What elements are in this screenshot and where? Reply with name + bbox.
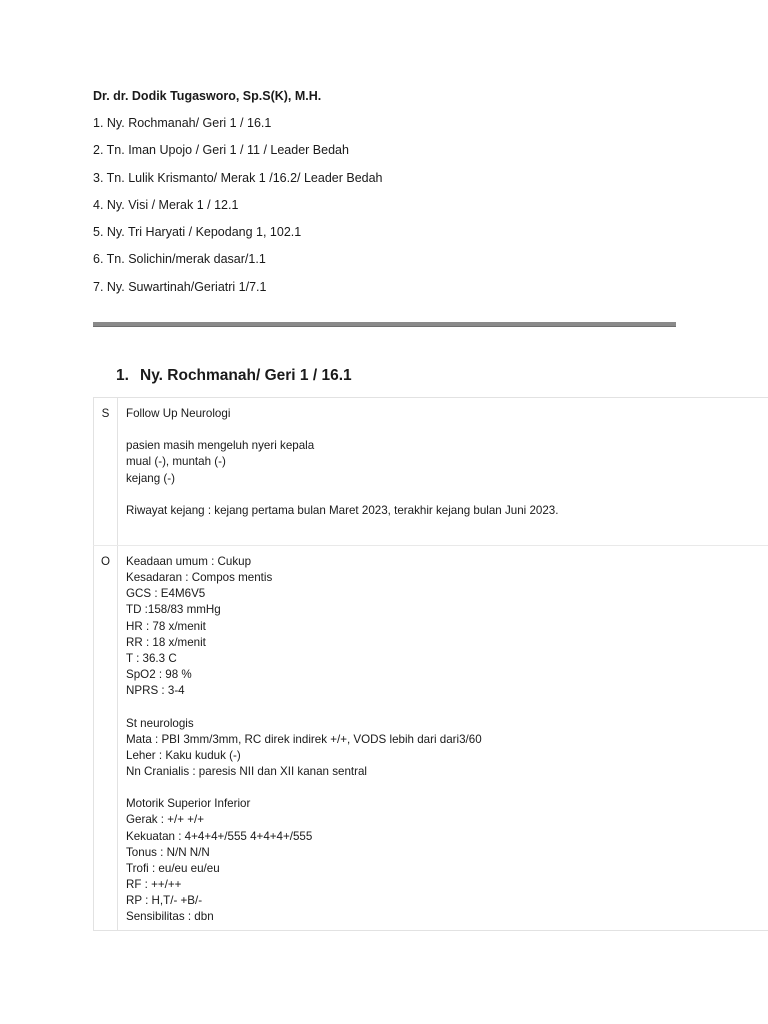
vital-line: T : 36.3 C [126, 651, 177, 665]
patient-list-item: 7. Ny. Suwartinah/Geriatri 1/7.1 [93, 279, 267, 294]
vital-line: Kesadaran : Compos mentis [126, 571, 273, 585]
vital-line: RR : 18 x/menit [126, 635, 206, 649]
line-gap [126, 487, 768, 503]
complaint-line: mual (-), muntah (-) [126, 455, 226, 469]
patient-list-item: 3. Tn. Lulik Krismanto/ Merak 1 /16.2/ Leader Bedah [93, 170, 383, 185]
neuro-line: Leher : Kaku kuduk (-) [126, 748, 241, 762]
subjective-content [118, 398, 768, 546]
motor-line: Kekuatan : 4+4+4+/555 4+4+4+/555 [126, 829, 313, 843]
soap-row-subjective [94, 398, 768, 546]
vital-line: GCS : E4M6V5 [126, 587, 206, 601]
follow-up-text: Follow Up Neurologi [126, 407, 231, 420]
line-gap [126, 422, 768, 438]
vital-line: Keadaan umum : Cukup [126, 555, 252, 568]
doctor-name: Dr. dr. Dodik Tugasworo, Sp.S(K), M.H. [93, 89, 322, 103]
objective-content [118, 546, 768, 931]
horizontal-divider [93, 322, 676, 327]
motor-line: Gerak : +/+ +/+ [126, 813, 204, 827]
section-number: 1. [116, 367, 129, 384]
line-gap [126, 699, 768, 715]
soap-table [93, 397, 768, 931]
section-title [116, 366, 352, 386]
neuro-line: Mata : PBI 3mm/3mm, RC direk indirek +/+, VODS lebih dari dari3/60 [126, 732, 482, 746]
section-title-text: Ny. Rochmanah/ Geri 1 / 16.1 [140, 367, 352, 384]
vital-line: SpO2 : 98 % [126, 668, 192, 682]
line-gap [126, 780, 768, 796]
motor-line: RF : ++/++ [126, 878, 182, 892]
motor-line: Trofi : eu/eu eu/eu [126, 861, 220, 875]
motor-line: Tonus : N/N N/N [126, 845, 210, 859]
motor-line: Sensibilitas : dbn [126, 910, 214, 924]
soap-label-o: O [94, 546, 118, 931]
patient-list-item: 5. Ny. Tri Haryati / Kepodang 1, 102.1 [93, 225, 302, 240]
patient-list-item: 2. Tn. Iman Upojo / Geri 1 / 11 / Leader Bedah [93, 143, 349, 158]
motor-line: RP : H,T/- +B/- [126, 894, 203, 908]
complaint-line: pasien masih mengeluh nyeri kepala [126, 439, 315, 453]
vital-line: HR : 78 x/menit [126, 619, 206, 633]
soap-row-objective [94, 546, 768, 931]
patient-list-item: 6. Tn. Solichin/merak dasar/1.1 [93, 252, 266, 267]
vital-line: TD :158/83 mmHg [126, 603, 221, 617]
seizure-history: Riwayat kejang : kejang pertama bulan Maret 2023, terakhir kejang bulan Juni 2023. [126, 503, 559, 517]
neuro-line: St neurologis [126, 716, 194, 730]
soap-label-s: S [94, 398, 118, 546]
patient-list-item: 1. Ny. Rochmanah/ Geri 1 / 16.1 [93, 116, 272, 130]
patient-list-item: 4. Ny. Visi / Merak 1 / 12.1 [93, 197, 239, 212]
complaint-line: kejang (-) [126, 471, 175, 485]
motor-line: Motorik Superior Inferior [126, 797, 251, 811]
neuro-line: Nn Cranialis : paresis NII dan XII kanan sentral [126, 765, 368, 779]
vital-line: NPRS : 3-4 [126, 684, 185, 698]
document-header [93, 87, 693, 305]
patient-list [93, 114, 693, 296]
